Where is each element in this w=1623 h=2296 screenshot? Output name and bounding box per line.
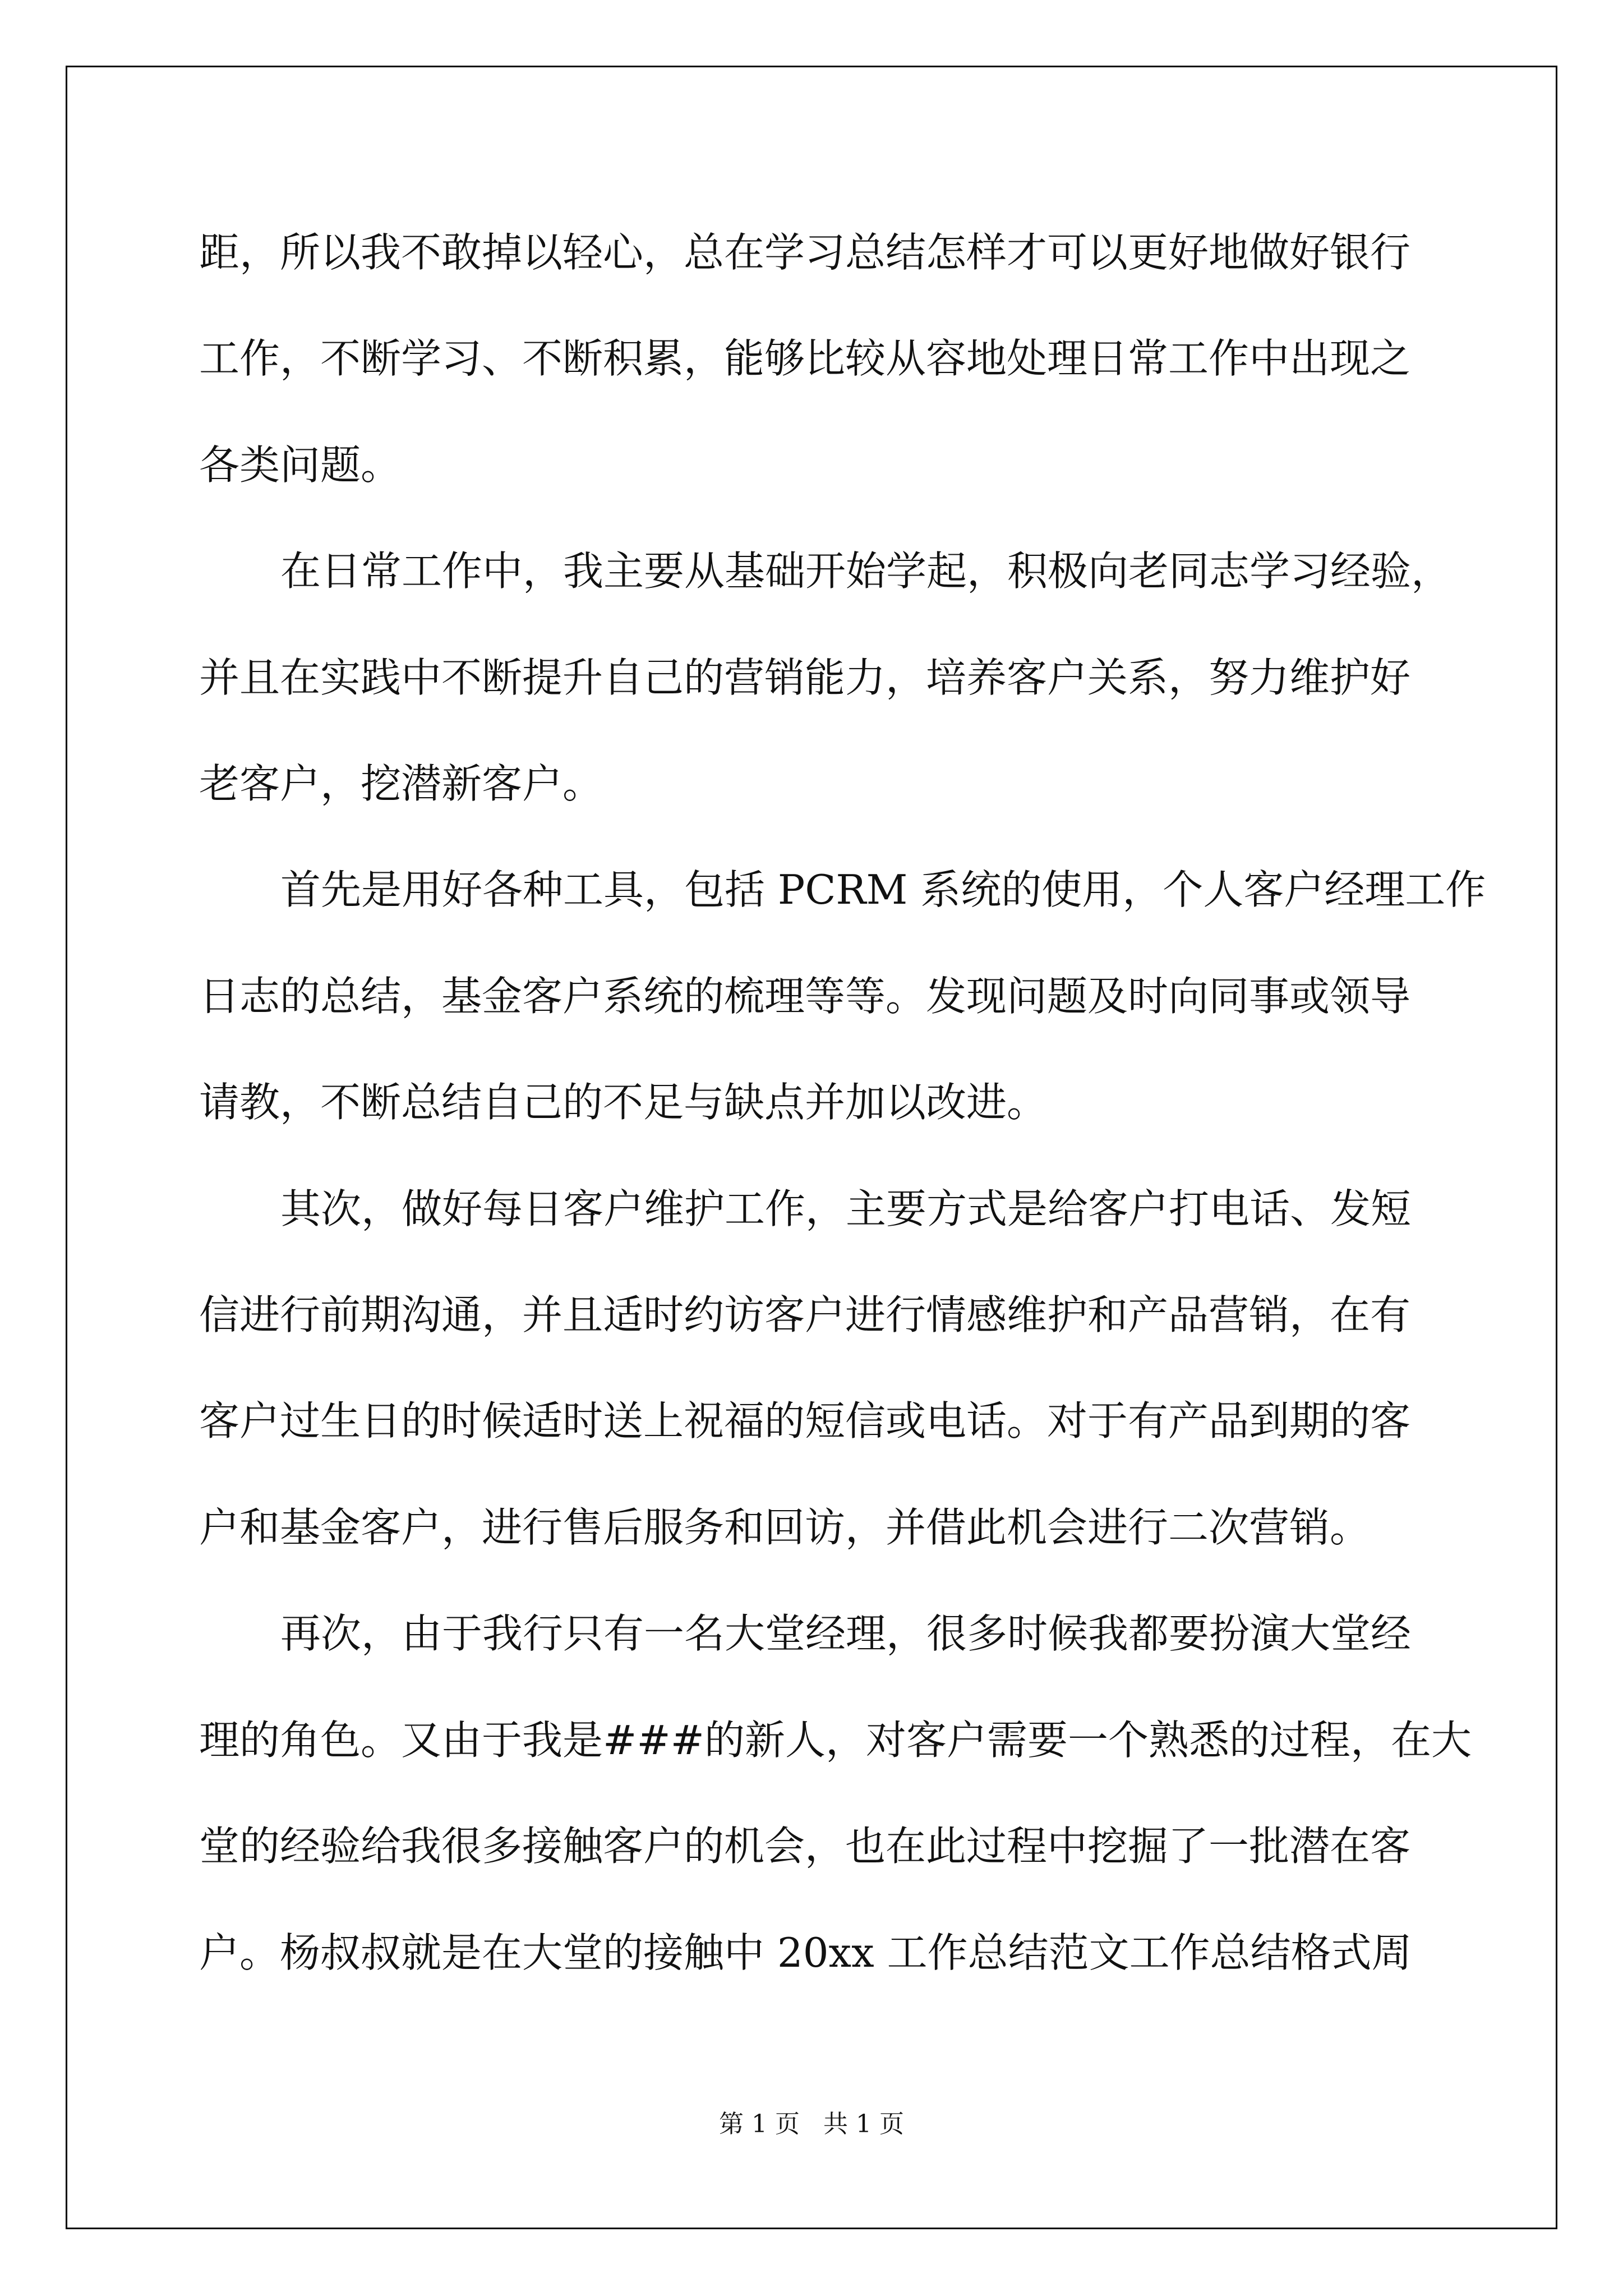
page-footer: 第 1 页 共 1 页 bbox=[719, 2110, 904, 2138]
text-line: 请教，不断总结自己的不足与缺点并加以改进。 bbox=[199, 1079, 1048, 1126]
text-line: 工作，不断学习、不断积累，能够比较从容地处理日常工作中出现之 bbox=[199, 335, 1411, 382]
paragraph-first-line: 再次，由于我行只有一名大堂经理，很多时候我都要扮演大堂经 bbox=[280, 1610, 1412, 1657]
text-line: 堂的经验给我很多接触客户的机会，也在此过程中挖掘了一批潜在客 bbox=[199, 1823, 1411, 1870]
text-line: 户和基金客户，进行售后服务和回访，并借此机会进行二次营销。 bbox=[199, 1504, 1371, 1551]
text-line: 各类问题。 bbox=[199, 441, 402, 489]
text-line: 老客户，挖潜新客户。 bbox=[199, 760, 603, 807]
paragraph-first-line: 在日常工作中，我主要从基础开始学起，积极向老同志学习经验， bbox=[280, 547, 1452, 595]
paragraph-first-line: 其次，做好每日客户维护工作，主要方式是给客户打电话、发短 bbox=[280, 1185, 1412, 1232]
text-line: 客户过生日的时候适时送上祝福的短信或电话。对于有产品到期的客 bbox=[199, 1397, 1411, 1444]
text-line: 距，所以我不敢掉以轻心，总在学习总结怎样才可以更好地做好银行 bbox=[199, 229, 1411, 276]
paragraph-first-line: 首先是用好各种工具，包括 PCRM 系统的使用，个人客户经理工作 bbox=[280, 866, 1486, 913]
text-line: 日志的总结，基金客户系统的梳理等等。发现问题及时向同事或领导 bbox=[199, 973, 1411, 1020]
text-line: 并且在实践中不断提升自己的营销能力，培养客户关系，努力维护好 bbox=[199, 654, 1411, 701]
text-line: 户。杨叔叔就是在大堂的接触中 20xx 工作总结范文工作总结格式周 bbox=[199, 1929, 1412, 1976]
page-border bbox=[66, 66, 1557, 2229]
text-line: 理的角色。又由于我是###的新人，对客户需要一个熟悉的过程，在大 bbox=[199, 1717, 1472, 1764]
text-line: 信进行前期沟通，并且适时约访客户进行情感维护和产品营销，在有 bbox=[199, 1291, 1411, 1338]
